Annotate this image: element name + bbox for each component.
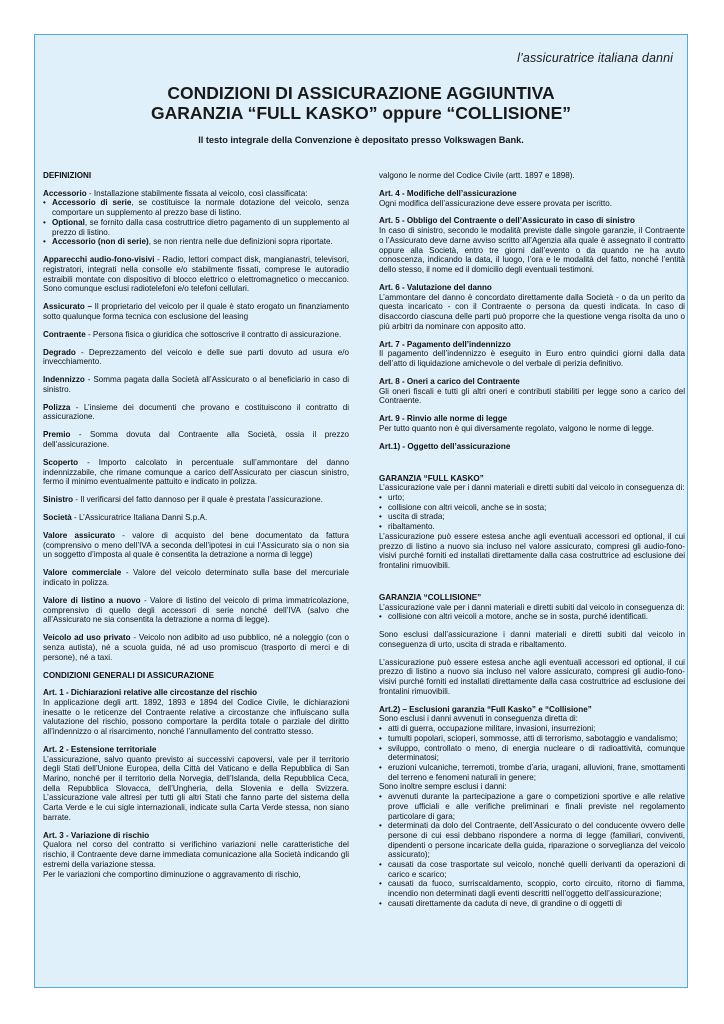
definition bbox=[43, 430, 349, 449]
definition-term: Veicolo ad uso privato bbox=[43, 633, 131, 643]
list-item: • tumulti popolari, scioperi, sommosse, atti di terrorismo, sabotaggio e vandalismo; bbox=[379, 734, 685, 744]
right-column bbox=[379, 171, 685, 909]
article bbox=[379, 216, 685, 274]
art2-title: Art.2) – Esclusioni garanzia “Full Kasko” e “Collisione” bbox=[379, 704, 592, 714]
list-item: • eruzioni vulcaniche, terremoti, trombe d’aria, uragani, alluvioni, frane, smottamenti del terreno e fenomeni naturali in genere; bbox=[379, 763, 685, 782]
article-text: L’assicurazione, salvo quanto previsto ai successivi capoversi, vale per il territorio degli Stati dell’Unione Europea, della Città del Vaticano e della Repubblica di San Marino, nonché per il territorio della Norvegia, dell’Islanda, della Repubblica Ceca, della Repubblica Slovacca, dell’Ungheria, della Slovenia e della Svizzera. L’assicurazione vale altresì per tutti gli altri Stati che fanno parte del sistema della Carta Verde e le cui sigle internazionali, indicate sulla Carta Verde stessa, non siano barrate. bbox=[43, 754, 349, 822]
article bbox=[379, 340, 685, 369]
list-item: • urto; bbox=[379, 493, 685, 503]
list-item: • collisione con altri veicoli a motore, anche se in sosta, purché identificati. bbox=[379, 612, 685, 622]
list-item bbox=[43, 237, 349, 247]
definition-term: Accessorio bbox=[43, 188, 87, 198]
article-title: Art. 7 - Pagamento dell’indennizzo bbox=[379, 339, 511, 349]
title-line-1: CONDIZIONI DI ASSICURAZIONE AGGIUNTIVA bbox=[167, 83, 555, 103]
list-item: • ribaltamento. bbox=[379, 522, 685, 532]
art2-intro-2: Sono inoltre sempre esclusi i danni: bbox=[379, 782, 507, 792]
list-item bbox=[43, 218, 349, 237]
definition bbox=[43, 531, 349, 560]
list-item-term: Accessorio (non di serie) bbox=[52, 237, 149, 247]
page-title bbox=[35, 83, 687, 123]
art1-title: Art.1) - Oggetto dell’assicurazione bbox=[379, 441, 511, 451]
article-title: Art. 8 - Oneri a carico del Contraente bbox=[379, 376, 520, 386]
definition bbox=[43, 255, 349, 294]
left-column bbox=[43, 171, 349, 879]
article-title: Art. 6 - Valutazione del danno bbox=[379, 282, 492, 292]
article-title: Art. 1 - Dichiarazioni relative alle circostanze del rischio bbox=[43, 688, 258, 698]
definition bbox=[43, 513, 349, 523]
art2-list bbox=[379, 724, 685, 782]
list-item: • sviluppo, controllato o meno, di energia nucleare o di radioattività, comunque determinatosi; bbox=[379, 744, 685, 763]
list-item: • uscita di strada; bbox=[379, 512, 685, 522]
definition-text: - Importo calcolato in percentuale sull’ammontare del danno indennizzabile, che rimane comunque a carico dell’Assicurato per ciascun sinistro, fermo il minimo eventualmente pattuito e indicato in polizza. bbox=[43, 457, 349, 487]
article-title: Art. 4 - Modifiche dell’assicurazione bbox=[379, 188, 517, 198]
article bbox=[379, 189, 685, 208]
condizioni-heading: CONDIZIONI GENERALI DI ASSICURAZIONE bbox=[43, 670, 215, 680]
article-text: In applicazione degli artt. 1892, 1893 e 1894 del Codice Civile, le dichiarazioni inesatte o le reticenze del Contraente relative a circostanze che influiscano sulla valutazione del rischio, possono comportare la perdita totale o parziale del diritto all’indennizzo o al risarcimento, nonché l’annullamento del contratto stesso. bbox=[43, 697, 349, 737]
definition-term: Contraente bbox=[43, 329, 86, 339]
definition-text: - Somma dovuta dal Contraente alla Società, ossia il prezzo dell’assicurazione. bbox=[43, 430, 349, 450]
definition-term: Società bbox=[43, 513, 72, 523]
definition-text: - L’insieme dei documenti che provano e costituiscono il contratto di assicurazione. bbox=[43, 402, 349, 422]
collisione-section bbox=[379, 593, 685, 622]
definition-text: - Valore del veicolo determinato sulla base del mercuriale indicato in polizza. bbox=[43, 568, 349, 588]
list-item-text: , se fornito dalla casa costruttrice dietro pagamento di un supplemento al prezzo di listino. bbox=[52, 217, 349, 237]
definition-text: - Valore di listino del veicolo di prima immatricolazione, comprensivo di quello degli accessori di serie nonché dell’IVA (salvo che all’Assicurato ne sia consentita la detrazione a norma di legge). bbox=[43, 595, 349, 625]
list-item: • causati direttamente da caduta di neve, di grandine o di oggetti di bbox=[379, 899, 685, 909]
full-kasko-section bbox=[379, 474, 685, 571]
definition-term: Assicurato – bbox=[43, 302, 93, 312]
definition-term: Valore commerciale bbox=[43, 568, 122, 578]
art2-section bbox=[379, 705, 685, 909]
definition-text: - Installazione stabilmente fissata al veicolo, così classificata: bbox=[86, 188, 308, 198]
definition-text: - Persona fisica o giuridica che sottoscrive il contratto di assicurazione. bbox=[85, 329, 342, 339]
list-item-term: Accessorio di serie bbox=[52, 198, 132, 208]
list-item bbox=[43, 198, 349, 217]
full-kasko-extension: L’assicurazione può essere estesa anche agli eventuali accessori ed optional, il cui prezzo di listino a nuovo sia incluso nel valore assicurato, compresi gli audio-fono-visivi purché forniti ed installati direttamente dalla casa costruttrice ad esclusione dei frontalini rimuovibili. bbox=[379, 531, 685, 570]
article bbox=[43, 831, 349, 880]
full-kasko-intro: L’assicurazione vale per i danni materiali e diretti subiti dal veicolo in conseguenza di: bbox=[379, 483, 685, 493]
document-page bbox=[34, 34, 688, 988]
collisione-intro: L’assicurazione vale per i danni materiali e diretti subiti dal veicolo in conseguenza di: bbox=[379, 602, 685, 612]
definition-term: Valore di listino a nuovo bbox=[43, 595, 141, 605]
definition bbox=[43, 330, 349, 340]
list-item: • collisione con altri veicoli, anche se in sosta; bbox=[379, 503, 685, 513]
list-item: • causati da fuoco, surriscaldamento, scoppio, corto circuito, ritorno di fiamma, incendio non determinati dagli eventi descritti nell’oggetto dell’assicurazione; bbox=[379, 879, 685, 898]
art2-intro: Sono esclusi i danni avvenuti in conseguenza diretta di: bbox=[379, 714, 578, 724]
definition bbox=[43, 302, 349, 321]
article-text: Ogni modifica dell’assicurazione deve essere provata per iscritto. bbox=[379, 198, 613, 208]
page-subtitle: Il testo integrale della Convenzione è depositato presso Volkswagen Bank. bbox=[198, 135, 524, 145]
definition bbox=[43, 403, 349, 422]
article-title: Art. 2 - Estensione territoriale bbox=[43, 744, 157, 754]
continuation-text: valgono le norme del Codice Civile (artt. 1897 e 1898). bbox=[379, 171, 575, 180]
definition bbox=[43, 348, 349, 367]
list-item-term: Optional bbox=[52, 217, 85, 227]
full-kasko-list bbox=[379, 493, 685, 532]
list-item: • determinati da dolo del Contraente, dell’Assicurato o del conducente ovvero delle persone di cui essi debbano rispondere a norma di legge (familiari, conviventi, dipendenti o persone incaricate della guida, riparazione o sorveglianza del veicolo assicurato); bbox=[379, 821, 685, 860]
definition-text: Il proprietario del veicolo per il quale è stato erogato un finanziamento sotto qualunque forma tecnica con esclusione del leasing bbox=[43, 302, 349, 321]
list-item-text: , se non rientra nelle due definizioni sopra riportate. bbox=[148, 237, 333, 247]
definition bbox=[43, 458, 349, 487]
article-text: In caso di sinistro, secondo le modalità previste dalle singole garanzie, il Contraente o l’Assicurato deve darne avviso scritto all’Agenzia alla quale è assegnato il contratto oppure alla Società, entro tre giorni dall’evento o da quando ne ha avuto conoscenza, indicando la data, il luogo, l’ora e le modalità del fatto, nonché l’entità dello stesso, il nome ed il domicilio degli eventuali testimoni. bbox=[379, 226, 685, 274]
definition-text: - Somma pagata dalla Società all’Assicurato o al beneficiario in caso di sinistro. bbox=[43, 375, 349, 394]
definition-term: Degrado bbox=[43, 347, 76, 357]
article-text: Per le variazioni che comportino diminuzione o aggravamento di rischio, bbox=[43, 869, 301, 879]
collisione-exclusion: Sono esclusi dall’assicurazione i danni materiali e diretti subiti dal veicolo in conseguenza di urto, uscita di strada e ribaltamento. bbox=[379, 630, 685, 649]
collisione-heading: GARANZIA “COLLISIONE” bbox=[379, 592, 482, 602]
definition-term: Indennizzo bbox=[43, 375, 85, 385]
article-text: Qualora nel corso del contratto si verifichino variazioni nelle caratteristiche del rischio, il Contraente deve darne immediata comunicazione alla Società indicando gli estremi della variazione stessa. bbox=[43, 840, 349, 869]
collisione-extension: L’assicurazione può essere estesa anche agli eventuali accessori ed optional, il cui prezzo di listino a nuovo sia incluso nel valore assicurato, compresi gli audio-fono-visivi purché forniti ed installati direttamente dalla casa costruttrice ad esclusione dei frontalini rimuovibili. bbox=[379, 657, 685, 696]
definition-accessorio bbox=[43, 189, 349, 247]
definition-term: Polizza bbox=[43, 402, 71, 412]
article bbox=[43, 745, 349, 823]
article-text: Il pagamento dell’indennizzo è eseguito in Euro entro quindici giorni dalla data dell’atto di liquidazione amichevole o del verbale di perizia definitivo. bbox=[379, 349, 685, 368]
article-text: Gli oneri fiscali e tutti gli altri oneri e contributi stabiliti per legge sono a carico del Contraente. bbox=[379, 386, 685, 406]
article-text: Per tutto quanto non è qui diversamente regolato, valgono le norme di legge. bbox=[379, 423, 654, 433]
definizioni-heading: DEFINIZIONI bbox=[43, 171, 92, 180]
article-text: L’ammontare del danno è concordato direttamente dalla Società - o da un perito da questa incaricato - con il Contraente o persona da questi indicata. In caso di disaccordo ciascuna delle parti può proporre che la questione venga risolta da uno o più arbitri da nominare con apposito atto. bbox=[379, 292, 685, 331]
definition bbox=[43, 375, 349, 394]
definition bbox=[43, 568, 349, 587]
article-title: Art. 9 - Rinvio alle norme di legge bbox=[379, 414, 508, 424]
art2-list-2 bbox=[379, 792, 685, 908]
article bbox=[379, 377, 685, 406]
list-item: • avvenuti durante la partecipazione a gare o competizioni sportive e alle relative prove ufficiali e alle verifiche preliminari e finali previste nel regolamento particolare di gara; bbox=[379, 792, 685, 821]
full-kasko-heading: GARANZIA “FULL KASKO” bbox=[379, 473, 484, 483]
article-title: Art. 3 - Variazione di rischio bbox=[43, 830, 150, 840]
list-item: • atti di guerra, occupazione militare, invasioni, insurrezioni; bbox=[379, 724, 685, 734]
definition bbox=[43, 495, 349, 505]
article bbox=[43, 688, 349, 737]
brand-name: l’assicuratrice italiana danni bbox=[517, 51, 673, 65]
definition bbox=[43, 596, 349, 625]
list-item-text: , se costituisce la normale dotazione del veicolo, senza comportare un supplemento al prezzo base di listino. bbox=[52, 198, 349, 218]
definition-term: Apparecchi audio-fono-visivi bbox=[43, 255, 155, 265]
accessorio-list bbox=[43, 198, 349, 247]
definition-term: Sinistro bbox=[43, 495, 74, 505]
definition bbox=[43, 633, 349, 662]
definition-term: Scoperto bbox=[43, 457, 79, 467]
article bbox=[379, 283, 685, 332]
definition-text: - valore di acquisto del bene documentato da fattura (comprensivo o meno dell’IVA a seconda dell’ipotesi in cui l’Assicurato sia o non sia un soggetto d’imposta al quale è consentita la detrazione a norma di legge) bbox=[43, 531, 349, 560]
list-item: • causati da cose trasportate sul veicolo, nonché quelli derivanti da operazioni di carico e scarico; bbox=[379, 860, 685, 879]
definition-text: - Veicolo non adibito ad uso pubblico, né a noleggio (con o senza autista), né a scuola guida, né ad uso promiscuo (trasporto di merci e di persone), né a taxi. bbox=[43, 633, 349, 662]
definition-text: - Radio, lettori compact disk, mangianastri, televisori, registratori, integrati nella consolle e/o stabilmente fissati, comprese le autoradio estraibili montate con dispositivo di blocco elettrico o elettromagnetico o meccanico. Sono comunque esclusi radiotelefoni e/o telefoni cellulari. bbox=[43, 255, 349, 294]
definition-term: Premio bbox=[43, 430, 71, 440]
definition-text: - Deprezzamento del veicolo e delle sue parti dovuto ad usura e/o invecchiamento. bbox=[43, 347, 349, 367]
definition-text: - Il verificarsi del fatto dannoso per il quale è prestata l’assicurazione. bbox=[73, 495, 323, 505]
collisione-list bbox=[379, 612, 685, 622]
article bbox=[379, 414, 685, 433]
title-line-2: GARANZIA “FULL KASKO” oppure “COLLISIONE” bbox=[151, 103, 571, 123]
definition-text: - L’Assicuratrice Italiana Danni S.p.A. bbox=[71, 513, 208, 523]
article-title: Art. 5 - Obbligo del Contraente o dell’Assicurato in caso di sinistro bbox=[379, 216, 635, 226]
definition-term: Valore assicurato bbox=[43, 531, 116, 541]
